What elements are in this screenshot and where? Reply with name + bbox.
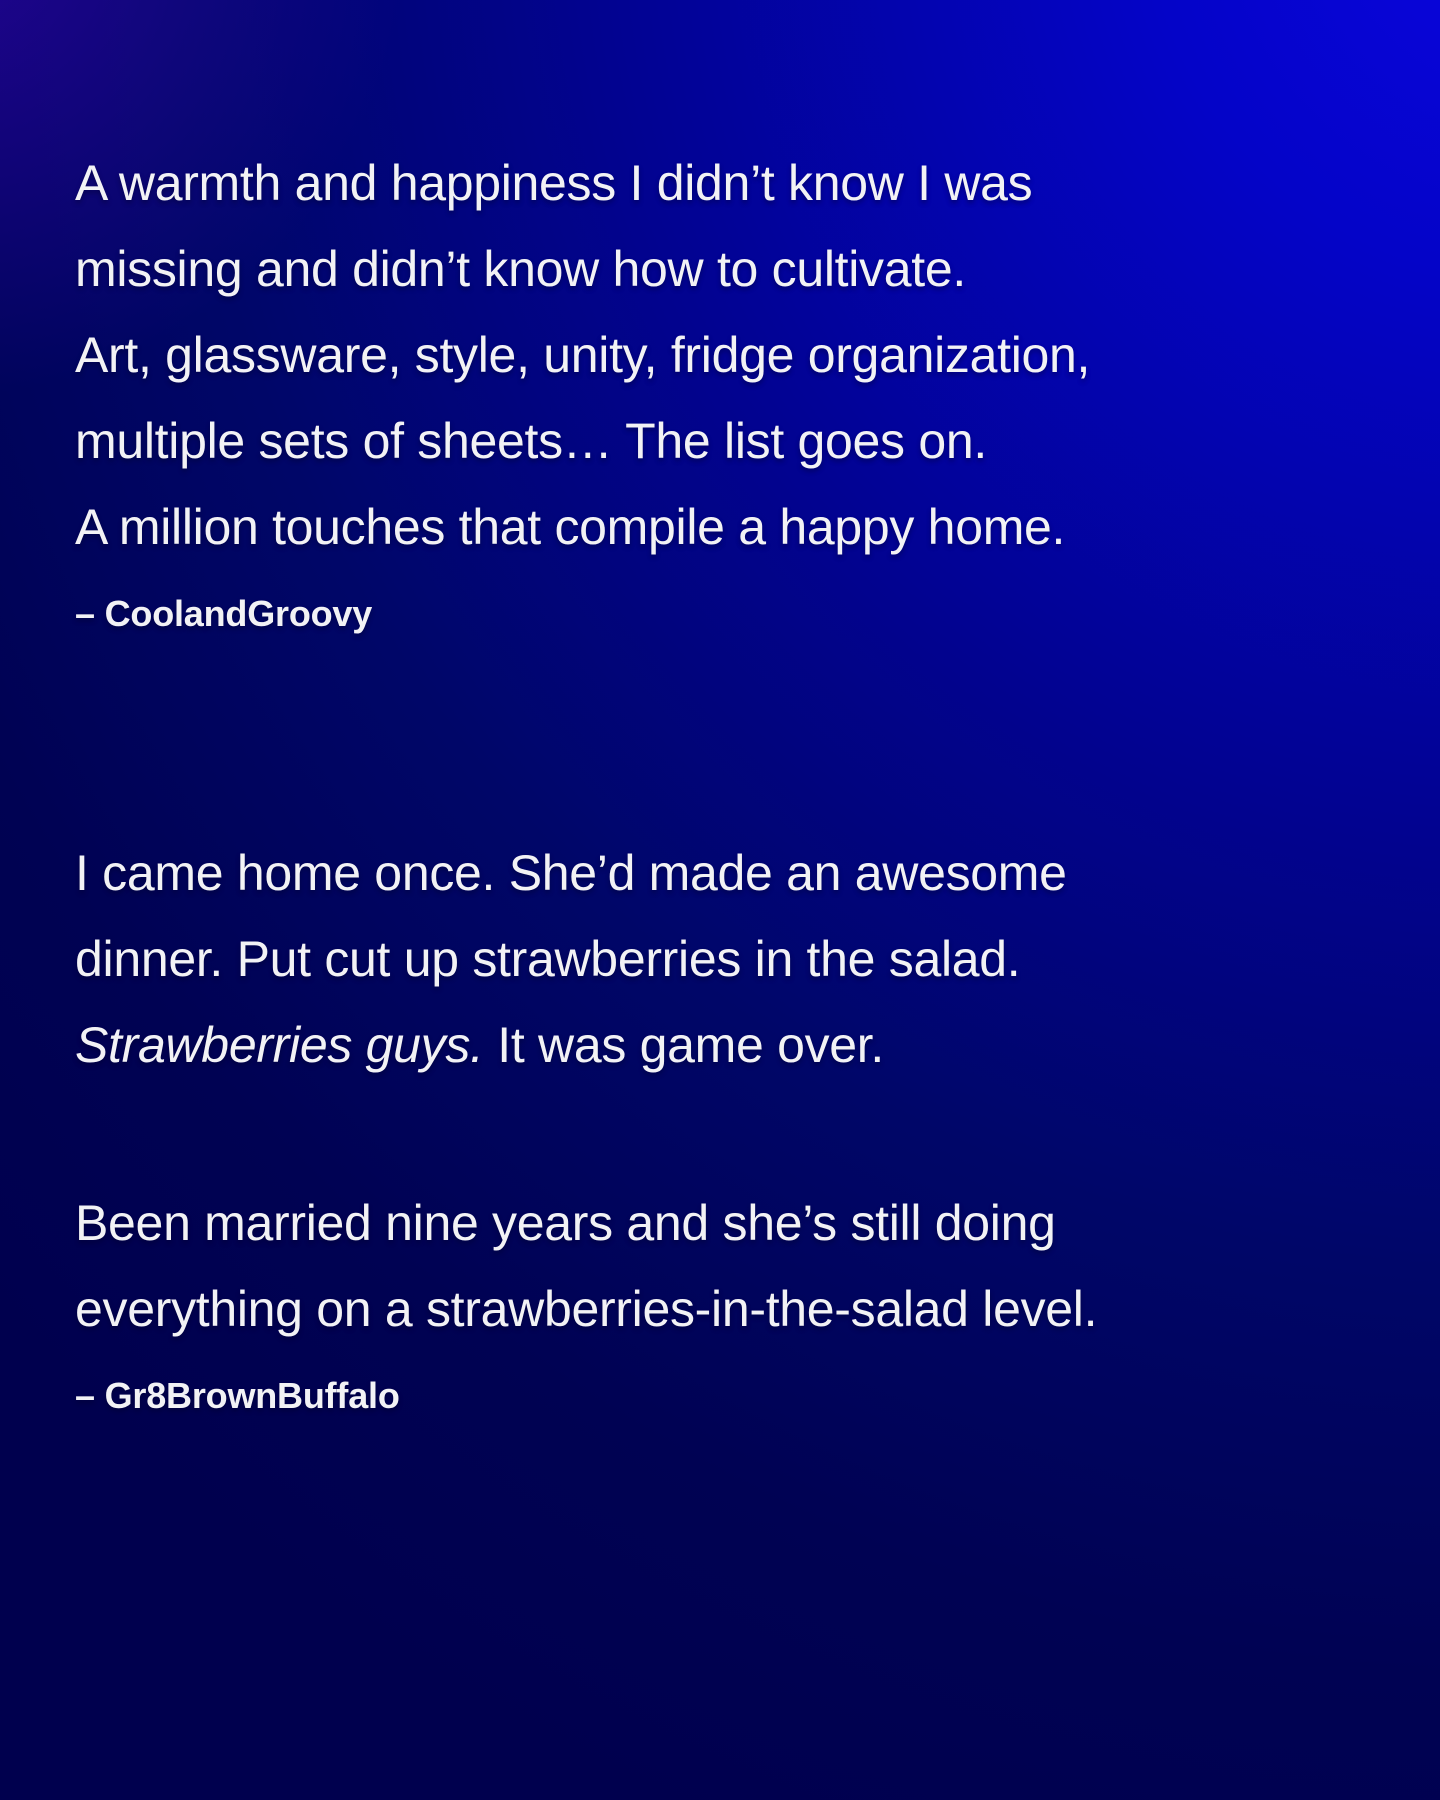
quote-1-line-4: multiple sets of sheets… The list goes on. — [75, 413, 987, 469]
quote-2-line-1: I came home once. She’d made an awesome — [75, 845, 1067, 901]
quote-2-line-2: dinner. Put cut up strawberries in the salad. — [75, 931, 1021, 987]
quote-2-italic-phrase: Strawberries guys. — [75, 1017, 484, 1073]
quote-1-line-5: A million touches that compile a happy home. — [75, 499, 1066, 555]
quote-2-line-5: everything on a strawberries-in-the-salad level. — [75, 1281, 1098, 1337]
quote-1-attribution: – CoolandGroovy — [75, 593, 373, 634]
spacer — [75, 1352, 1380, 1366]
quote-1 — [75, 140, 1380, 644]
quote-1-line-2: missing and didn’t know how to cultivate. — [75, 241, 966, 297]
quote-1-line-3: Art, glassware, style, unity, fridge organization, — [75, 327, 1091, 383]
paragraph-spacer — [75, 1088, 1380, 1180]
quote-2-line-3-rest: It was game over. — [483, 1017, 884, 1073]
quote-2 — [75, 830, 1380, 1426]
quote-1-line-1: A warmth and happiness I didn’t know I was — [75, 155, 1033, 211]
quote-2-attribution: – Gr8BrownBuffalo — [75, 1375, 400, 1416]
quote-2-line-3 — [75, 1002, 1380, 1088]
spacer — [75, 570, 1380, 584]
quote-2-line-4: Been married nine years and she’s still doing — [75, 1195, 1056, 1251]
